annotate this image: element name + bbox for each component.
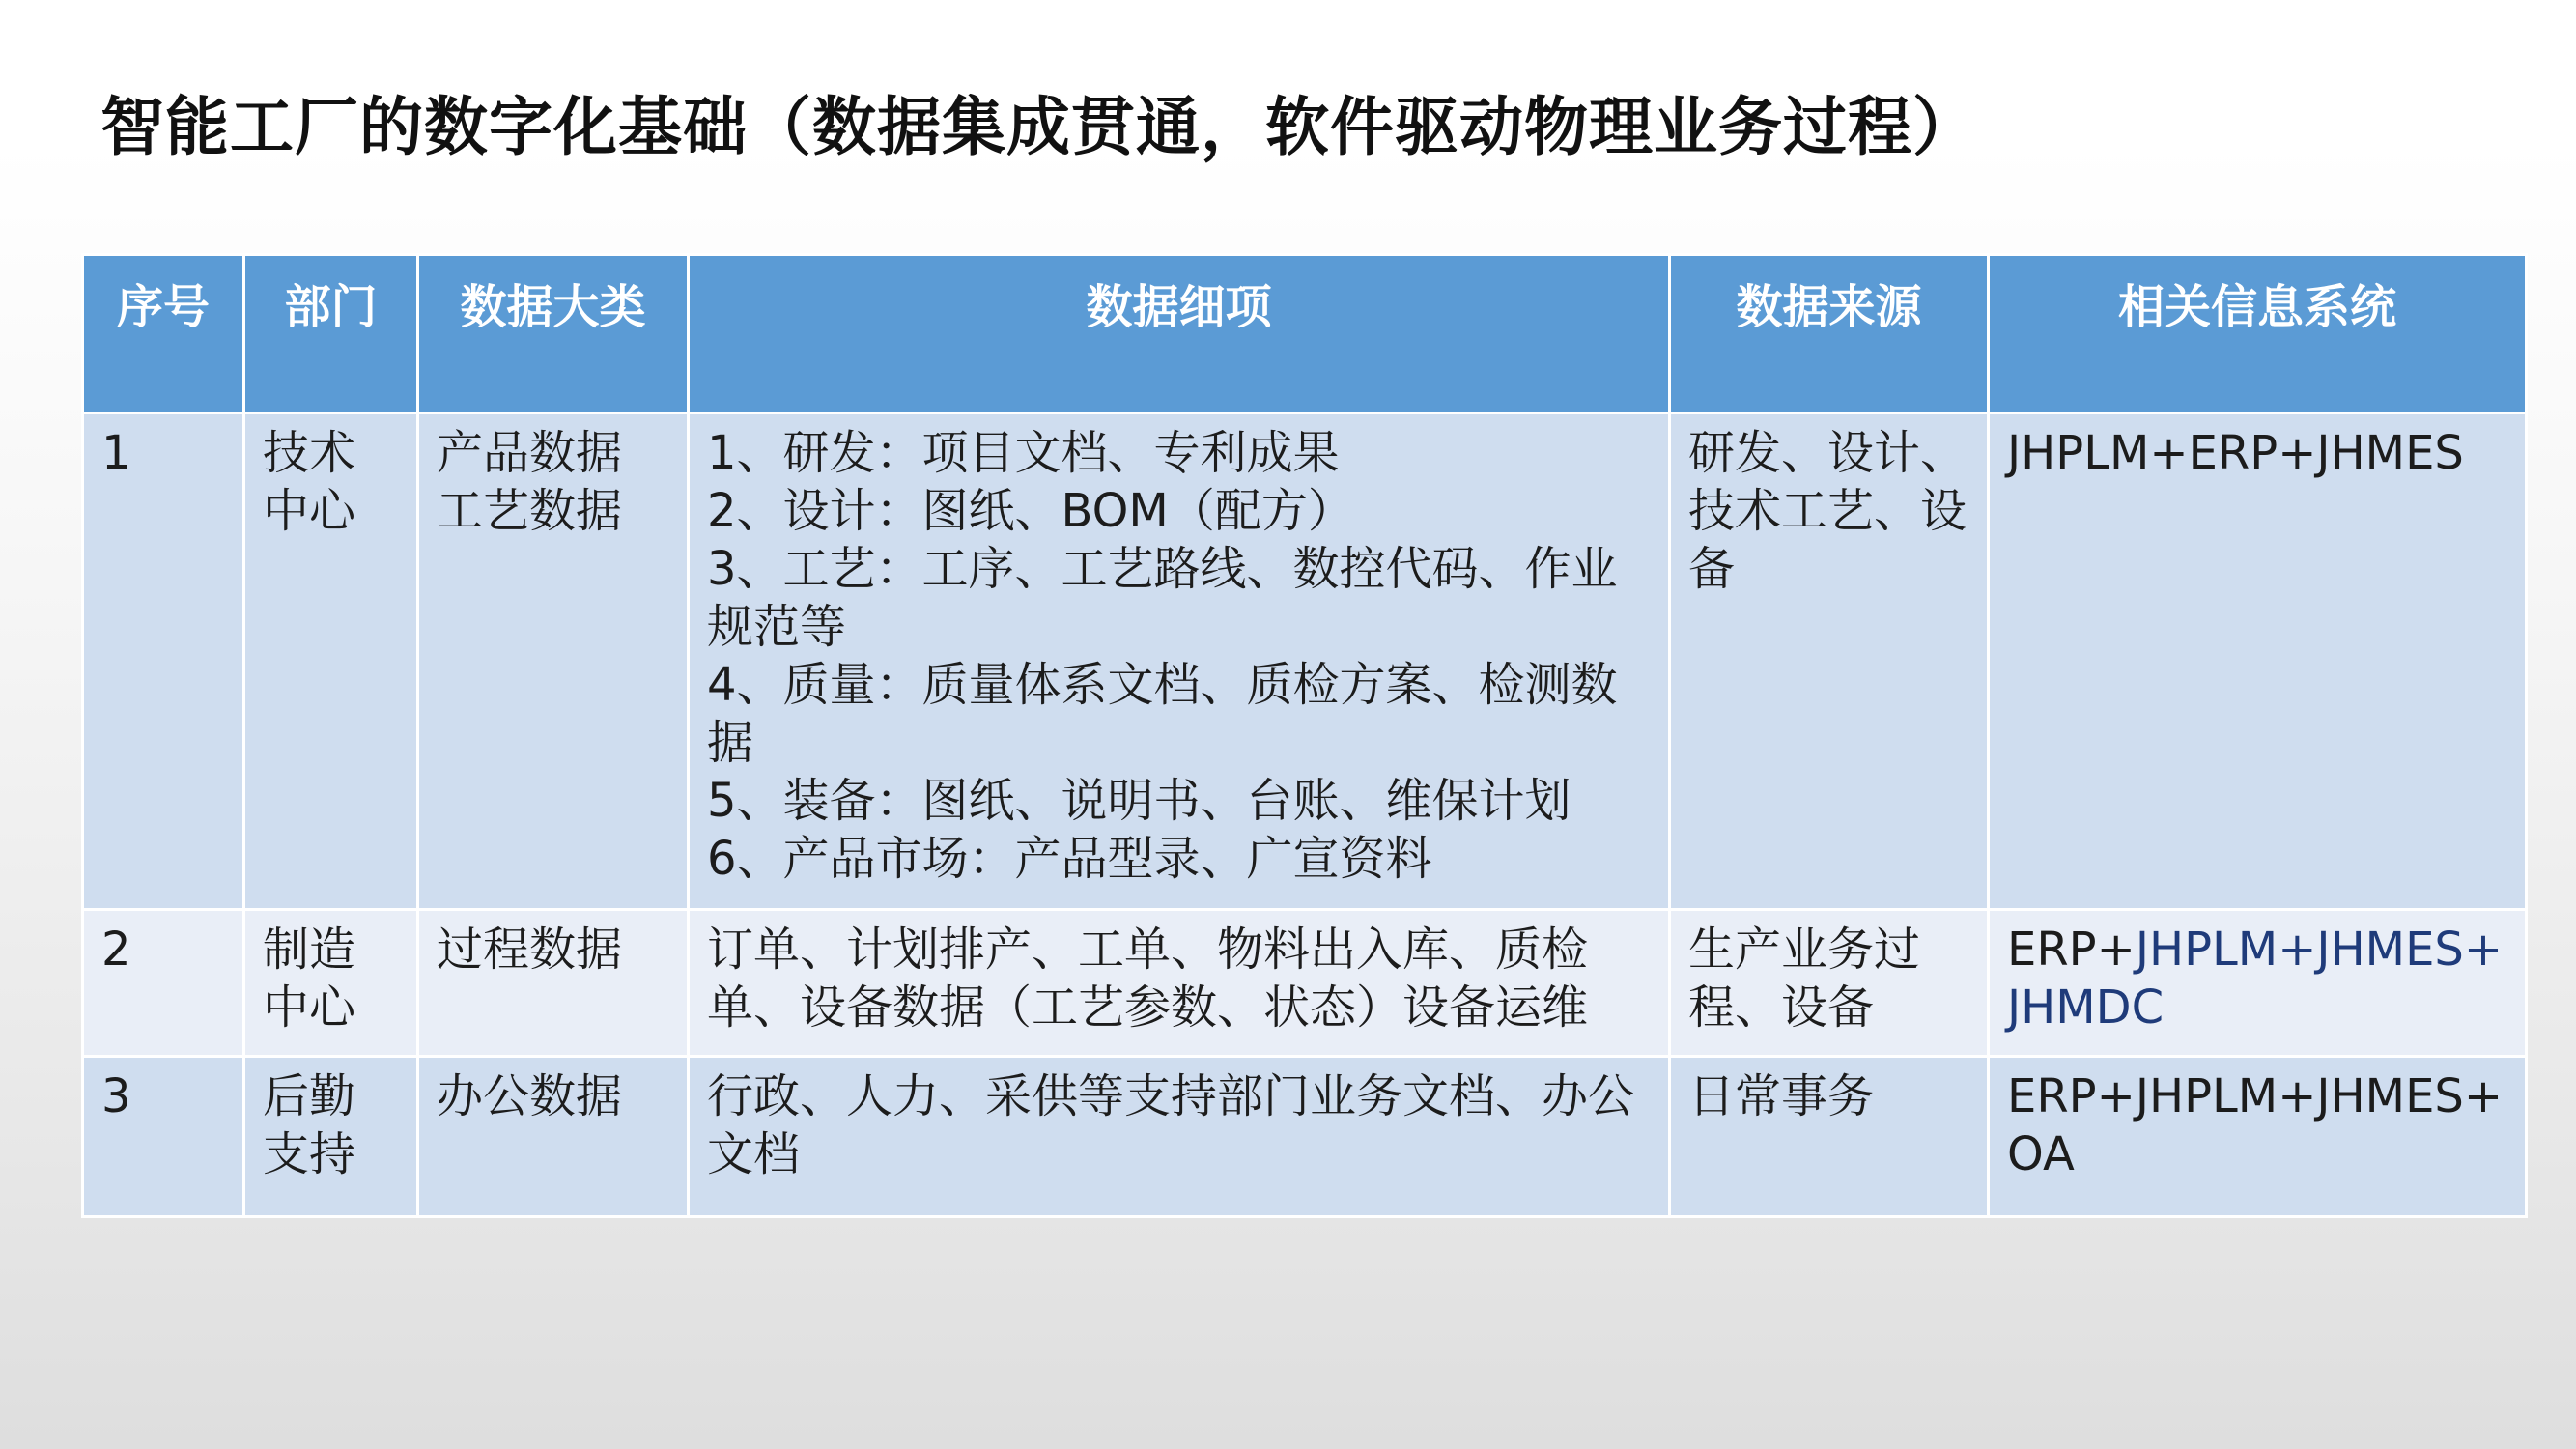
systems-text: JHPLM+ERP+JHMES (2007, 426, 2464, 480)
cell-details (689, 1057, 1670, 1217)
detail-line: 订单、计划排产、工单、物料出入库、质检单、设备数据（工艺参数、状态）设备运维 (707, 923, 1589, 1035)
category-line: 办公数据 (437, 1069, 623, 1123)
header-source: 数据来源 (1670, 255, 1989, 413)
detail-line: 4、质量：质量体系文档、质检方案、检测数据 (707, 658, 1618, 770)
cell-category (418, 910, 689, 1057)
cell-details (689, 910, 1670, 1057)
cell-department: 制造中心 (244, 910, 418, 1057)
detail-line: 2、设计：图纸、BOM（配方） (707, 484, 1354, 538)
cell-index: 2 (83, 910, 244, 1057)
category-line: 工艺数据 (437, 484, 623, 538)
detail-line: 行政、人力、采供等支持部门业务文档、办公文档 (707, 1069, 1635, 1181)
detail-line: 6、产品市场：产品型录、广宣资料 (707, 832, 1432, 886)
cell-index: 1 (83, 413, 244, 910)
table-row (83, 413, 2527, 910)
cell-index: 3 (83, 1057, 244, 1217)
detail-line: 3、工艺：工序、工艺路线、数控代码、作业规范等 (707, 542, 1618, 654)
cell-systems (1989, 1057, 2527, 1217)
systems-accent-text: JHPLM+JHMES+JHMDC (2007, 923, 2504, 1035)
header-category: 数据大类 (418, 255, 689, 413)
systems-text: ERP+ (2007, 923, 2136, 977)
cell-category (418, 1057, 689, 1217)
header-index: 序号 (83, 255, 244, 413)
cell-department: 技术中心 (244, 413, 418, 910)
table-row (83, 1057, 2527, 1217)
detail-line: 1、研发：项目文档、专利成果 (707, 426, 1340, 480)
header-department: 部门 (244, 255, 418, 413)
cell-details (689, 413, 1670, 910)
table-header-row (83, 255, 2527, 413)
systems-text: ERP+JHPLM+JHMES+OA (2007, 1069, 2504, 1181)
cell-category (418, 413, 689, 910)
cell-department: 后勤支持 (244, 1057, 418, 1217)
cell-systems (1989, 910, 2527, 1057)
category-line: 产品数据 (437, 426, 623, 480)
cell-source: 日常事务 (1670, 1057, 1989, 1217)
cell-source: 生产业务过程、设备 (1670, 910, 1989, 1057)
header-systems: 相关信息系统 (1989, 255, 2527, 413)
table-row (83, 910, 2527, 1057)
cell-systems (1989, 413, 2527, 910)
slide-title: 智能工厂的数字化基础（数据集成贯通，软件驱动物理业务过程） (100, 90, 1977, 164)
detail-line: 5、装备：图纸、说明书、台账、维保计划 (707, 774, 1571, 828)
category-line: 过程数据 (437, 923, 623, 977)
data-table (81, 253, 2528, 1218)
cell-source: 研发、设计、技术工艺、设备 (1670, 413, 1989, 910)
header-details: 数据细项 (689, 255, 1670, 413)
